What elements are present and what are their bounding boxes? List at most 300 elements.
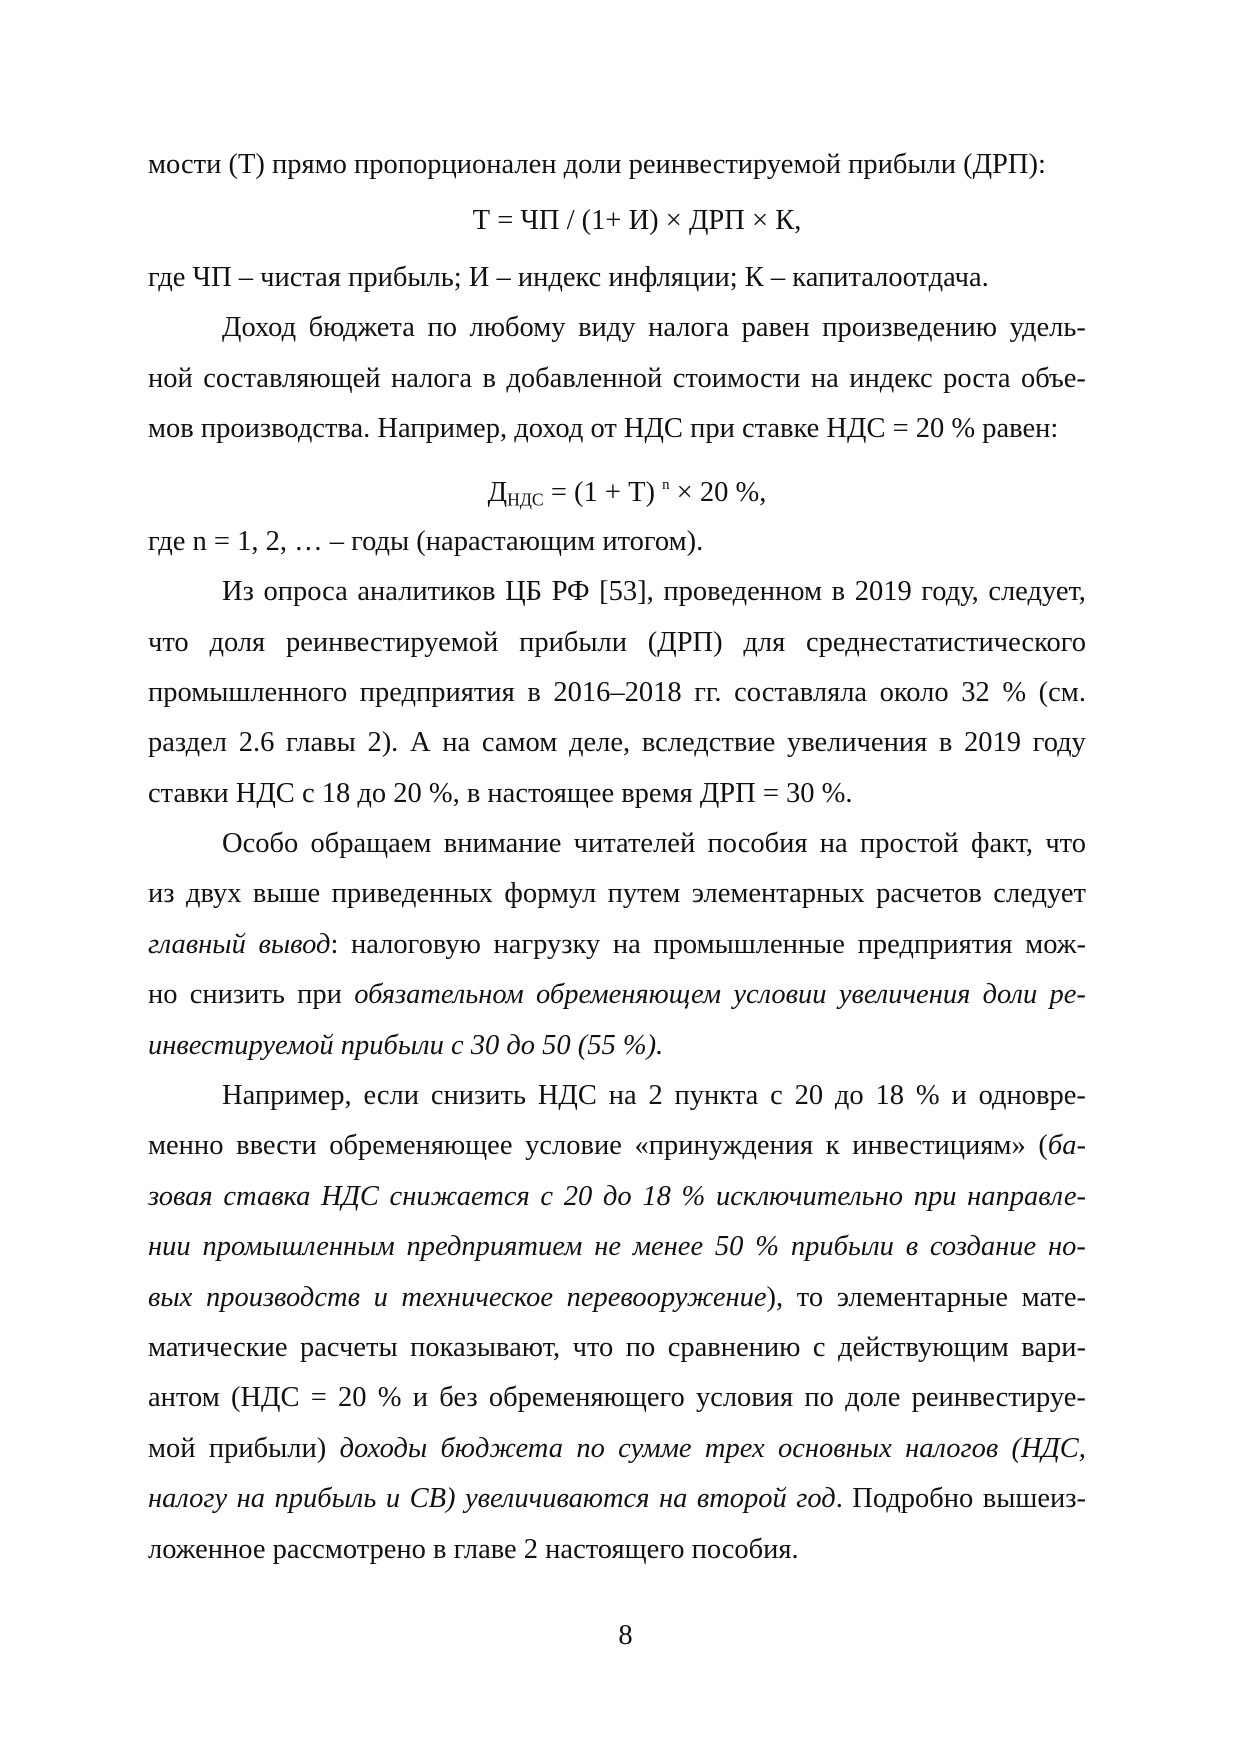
word [733,970,826,1020]
text: и [951,1080,967,1112]
word [148,1021,663,1071]
italic-text: прибыль [274,1483,377,1515]
italic-text: инвестируемой прибыли с 30 до 50 (55 %). [148,1029,664,1061]
where-2 [148,517,1086,567]
word [914,1172,957,1222]
text: по [804,1382,834,1414]
word [311,819,432,869]
word [206,1273,360,1323]
italic-text: % [681,1180,706,1212]
word [876,1071,905,1121]
word [275,1474,377,1524]
text: нагрузку [493,928,601,960]
text: 2019 [854,576,912,608]
text: снизить [430,1080,526,1112]
text: налога [391,362,472,394]
italic-text: НДС [321,1180,379,1212]
text: сравнению [667,1331,801,1363]
italic-text: прибыли [790,1231,894,1263]
word [148,1121,223,1171]
formula-2 [148,460,1086,510]
text: среднестатистического [806,626,1086,658]
text: составляющей [203,362,381,394]
text: двух [185,878,242,910]
word [148,668,347,718]
text: действующим [838,1331,1009,1363]
text-line [148,1424,1086,1474]
text: на [810,362,839,394]
italic-text: менее [632,1231,704,1263]
text: следует, [988,576,1086,608]
word [770,1071,783,1121]
word [222,567,254,617]
text-line [148,819,1086,869]
italic-text: доходы [339,1432,428,1464]
word [505,567,542,617]
text: доля [209,626,266,658]
word [813,1323,826,1373]
word [852,1474,973,1524]
italic-text: вывод [258,928,331,960]
italic-text: нии [148,1231,191,1263]
where-1 [148,253,1086,303]
word [391,354,472,404]
text: но [148,979,178,1011]
word [983,1474,1086,1524]
italic-text: с [540,1180,554,1212]
text: Например, [222,1080,352,1112]
word [538,1071,597,1121]
word [148,517,703,567]
text-line [148,567,1086,617]
text-line [148,1071,1086,1121]
word [263,567,347,617]
text: в [831,576,846,608]
word [653,920,845,970]
italic-text: и [373,1281,388,1313]
word [838,1323,1009,1373]
text: формул [504,878,597,910]
text: реинвестируемой [285,626,499,658]
text: в [482,362,496,394]
word [663,567,822,617]
word [659,1474,687,1524]
word [148,718,227,768]
word [441,1424,563,1474]
word [332,869,493,919]
word [553,668,681,718]
word [148,1172,213,1222]
text: по [625,1331,656,1363]
word [442,718,470,768]
word [971,819,1033,869]
text: «принуждения [634,1130,814,1162]
text-line [148,1474,1086,1524]
italic-text: сумме [618,1432,692,1464]
word [506,354,662,404]
word [148,769,853,819]
text: добавленной [506,362,663,394]
word [202,1222,394,1272]
text: ), [766,1281,784,1313]
italic-text: в [905,1231,919,1263]
budget-income-paragraph [148,303,1086,454]
word [642,1172,671,1222]
word [258,920,338,970]
italic-text: промышленным [202,1231,395,1263]
text: то [796,1281,824,1313]
word [236,1121,316,1171]
word [855,567,912,617]
word [697,1474,787,1524]
word [820,819,848,869]
word [668,1323,801,1373]
word [626,1323,656,1373]
word [839,970,971,1020]
word [148,970,178,1020]
text: ставки НДС с 18 до 20 %, в настоящее время ДРП = 30 %. [148,777,853,809]
italic-text: % [755,1231,779,1263]
word [351,920,481,970]
example-paragraph [148,1071,1086,1575]
text: (ДРП) [647,626,723,658]
text: роста [943,362,1011,394]
word [796,1474,843,1524]
word [378,1373,402,1423]
text: обременяющего [488,1382,685,1414]
text-line [148,354,1086,404]
text: с [770,1080,783,1112]
italic-text: год [796,1483,836,1515]
word [708,819,808,869]
word [540,1172,553,1222]
word [905,1424,998,1474]
text: 2016–2018 [553,676,682,708]
text: удель- [1009,312,1086,344]
word [795,1071,824,1121]
text: вари- [1021,1331,1086,1363]
word [567,1273,784,1323]
text: из [148,878,175,910]
text: мож- [1025,928,1086,960]
text: пособия [707,828,808,860]
italic-text: второй [696,1483,787,1515]
text: что [572,1331,614,1363]
text: Особо [222,828,299,860]
word [860,819,959,869]
word [148,920,246,970]
intro-line [148,140,1086,190]
text-line [148,718,1086,768]
word [573,1323,614,1373]
word [642,718,775,768]
text: обременяющее [329,1130,513,1162]
word [286,718,356,768]
text: прибыли [519,626,627,658]
text: в [527,676,541,708]
text: мой [148,1432,196,1464]
word [222,303,296,353]
word [321,1172,379,1222]
word [755,1222,779,1272]
italic-text: ба- [1047,1130,1086,1162]
word [536,970,721,1020]
italic-text: снижается [389,1180,530,1212]
word [329,1121,512,1171]
text: гг. [694,676,722,708]
text: составляла [734,676,868,708]
text: на [819,828,848,860]
text: увеличения [786,727,928,759]
text: факт, [970,828,1034,860]
text: читателей [573,828,696,860]
text: для [743,626,786,658]
word [286,618,498,668]
text-line [148,253,1086,303]
text: ЦБ [505,576,543,608]
word [648,303,729,353]
word [618,1424,691,1474]
word [427,303,457,353]
word [148,1525,799,1575]
text: элементарных [691,878,865,910]
italic-text: ре- [1049,979,1086,1011]
word [367,718,398,768]
word [837,1273,1008,1323]
word [413,1373,428,1423]
italic-text: 18 [642,1180,671,1212]
formula-2-mid: = (1 + Т) [543,477,663,509]
text: бюджета [308,312,415,344]
word [1038,1121,1086,1171]
word [912,1373,1086,1423]
word [943,354,1010,404]
text: проведенном [663,576,823,608]
word [694,668,721,718]
word [357,567,495,617]
text: равен [741,312,810,344]
text: с [812,1331,826,1363]
text: . [835,1483,843,1515]
text: около [879,676,949,708]
word [253,869,320,919]
text: Из [222,576,254,608]
text: 20 [794,1080,824,1112]
text-line [148,1021,1086,1071]
text-line [148,1222,1086,1272]
word [552,567,590,617]
text: [53], [599,576,654,608]
text: на [608,1080,637,1112]
text: Доход [222,312,297,344]
text: где ЧП – чистая прибыль; И – индекс инфляции; К – капиталоотдача. [148,261,989,293]
word [519,618,627,668]
word [939,718,952,768]
text: показывают, [410,1331,561,1363]
word [1045,819,1086,869]
word [148,354,193,404]
word [148,1424,196,1474]
text: 2). [367,727,399,759]
italic-text: бюджета [440,1432,563,1464]
italic-text: увеличения [838,979,971,1011]
word [439,1373,477,1423]
italic-text: (НДС, [1011,1432,1086,1464]
text-line [148,1525,1086,1575]
word [231,1373,300,1423]
text: менно [148,1130,224,1162]
word [410,1323,560,1373]
word [797,1273,823,1323]
text-line [148,1323,1086,1373]
survey-paragraph [148,567,1086,819]
text: что [148,626,189,658]
word [716,1172,903,1222]
italic-text: на [658,1483,688,1515]
text: промышленные [653,928,845,960]
word [603,1172,632,1222]
italic-text: условии [733,979,827,1011]
word [599,567,654,617]
italic-text: основных [777,1432,892,1464]
word [569,718,630,768]
italic-text: 50 [714,1231,744,1263]
text: налога [648,312,730,344]
text: вышеиз- [982,1483,1086,1515]
text-line [148,769,1086,819]
italic-text: при [913,1180,957,1212]
word [148,404,1058,454]
word [431,1071,526,1121]
text: 2.6 [238,727,275,759]
text: без [439,1382,478,1414]
word [354,970,524,1020]
text: 2 [648,1080,663,1112]
text: расчеты [300,1331,398,1363]
word [979,1071,1086,1121]
word [222,1071,352,1121]
text: обращаем [310,828,432,860]
text-line [148,517,1086,567]
word [832,567,845,617]
word [209,1424,326,1474]
italic-text: по [576,1432,605,1464]
word [309,303,415,353]
word [340,1424,428,1474]
italic-text: предприятием [406,1231,583,1263]
text: инвестициям» [852,1130,1026,1162]
italic-text: СВ) [409,1483,456,1515]
text: любому [469,312,566,344]
word [742,303,810,353]
text: году [1032,727,1086,759]
text: НДС [537,1080,597,1112]
italic-text: увеличиваются [464,1483,650,1515]
text: индекс [849,362,933,394]
text: приведенных [331,878,493,910]
word [237,1474,265,1524]
text: при [297,979,342,1011]
text: году, [921,576,979,608]
italic-text: и [385,1483,401,1515]
text: на [442,727,471,759]
word [675,1071,759,1121]
word [1012,1424,1086,1474]
text: доле [845,1382,901,1414]
italic-text: вых [148,1281,193,1313]
text: антом [148,1382,220,1414]
italic-text: до [602,1180,632,1212]
italic-text: трех [704,1432,765,1464]
text: вследствие [641,727,776,759]
word [203,354,380,404]
word [804,1373,834,1423]
word [148,869,175,919]
word [465,1474,650,1524]
word [1039,668,1086,718]
text-line [148,920,1086,970]
italic-text: исключительно [715,1180,904,1212]
text: что [1045,828,1086,860]
text: мов производства. Например, доход от НДС при ставке НДС = 20 % равен: [148,412,1059,444]
word [826,1121,840,1171]
text-line [148,303,1086,353]
formula-2-sub: НДС [507,489,544,510]
word [444,819,562,869]
word [993,869,1086,919]
word [311,1373,327,1423]
word [410,1474,456,1524]
text: РФ [551,576,590,608]
word [186,869,241,919]
text: пункта [674,1080,759,1112]
word [849,354,932,404]
text: мате- [1021,1281,1086,1313]
word [148,1222,191,1272]
text: произведению [822,312,998,344]
text: : [330,928,339,960]
word [705,1424,765,1474]
text: Подробно [852,1483,974,1515]
italic-text: не [594,1231,621,1263]
italic-text: но- [1048,1231,1086,1263]
text: к [825,1130,840,1162]
italic-text: зовая [148,1180,213,1212]
word [148,1373,220,1423]
word [148,1474,227,1524]
word [223,1172,310,1222]
word [811,354,839,404]
text: ввести [236,1130,317,1162]
text: раздел [148,727,228,759]
word [696,1373,793,1423]
word [297,970,342,1020]
text-line [148,1373,1086,1423]
text: главы [286,727,356,759]
text: 2019 [964,727,1022,759]
word [482,718,557,768]
text: на [612,928,641,960]
word [338,1373,367,1423]
word [1033,718,1086,768]
italic-text: создание [929,1231,1037,1263]
text: промышленного [148,676,348,708]
text: путем [607,878,681,910]
text-line [148,140,1086,190]
text: ной [148,362,193,394]
word [374,1273,388,1323]
word [1021,354,1086,404]
